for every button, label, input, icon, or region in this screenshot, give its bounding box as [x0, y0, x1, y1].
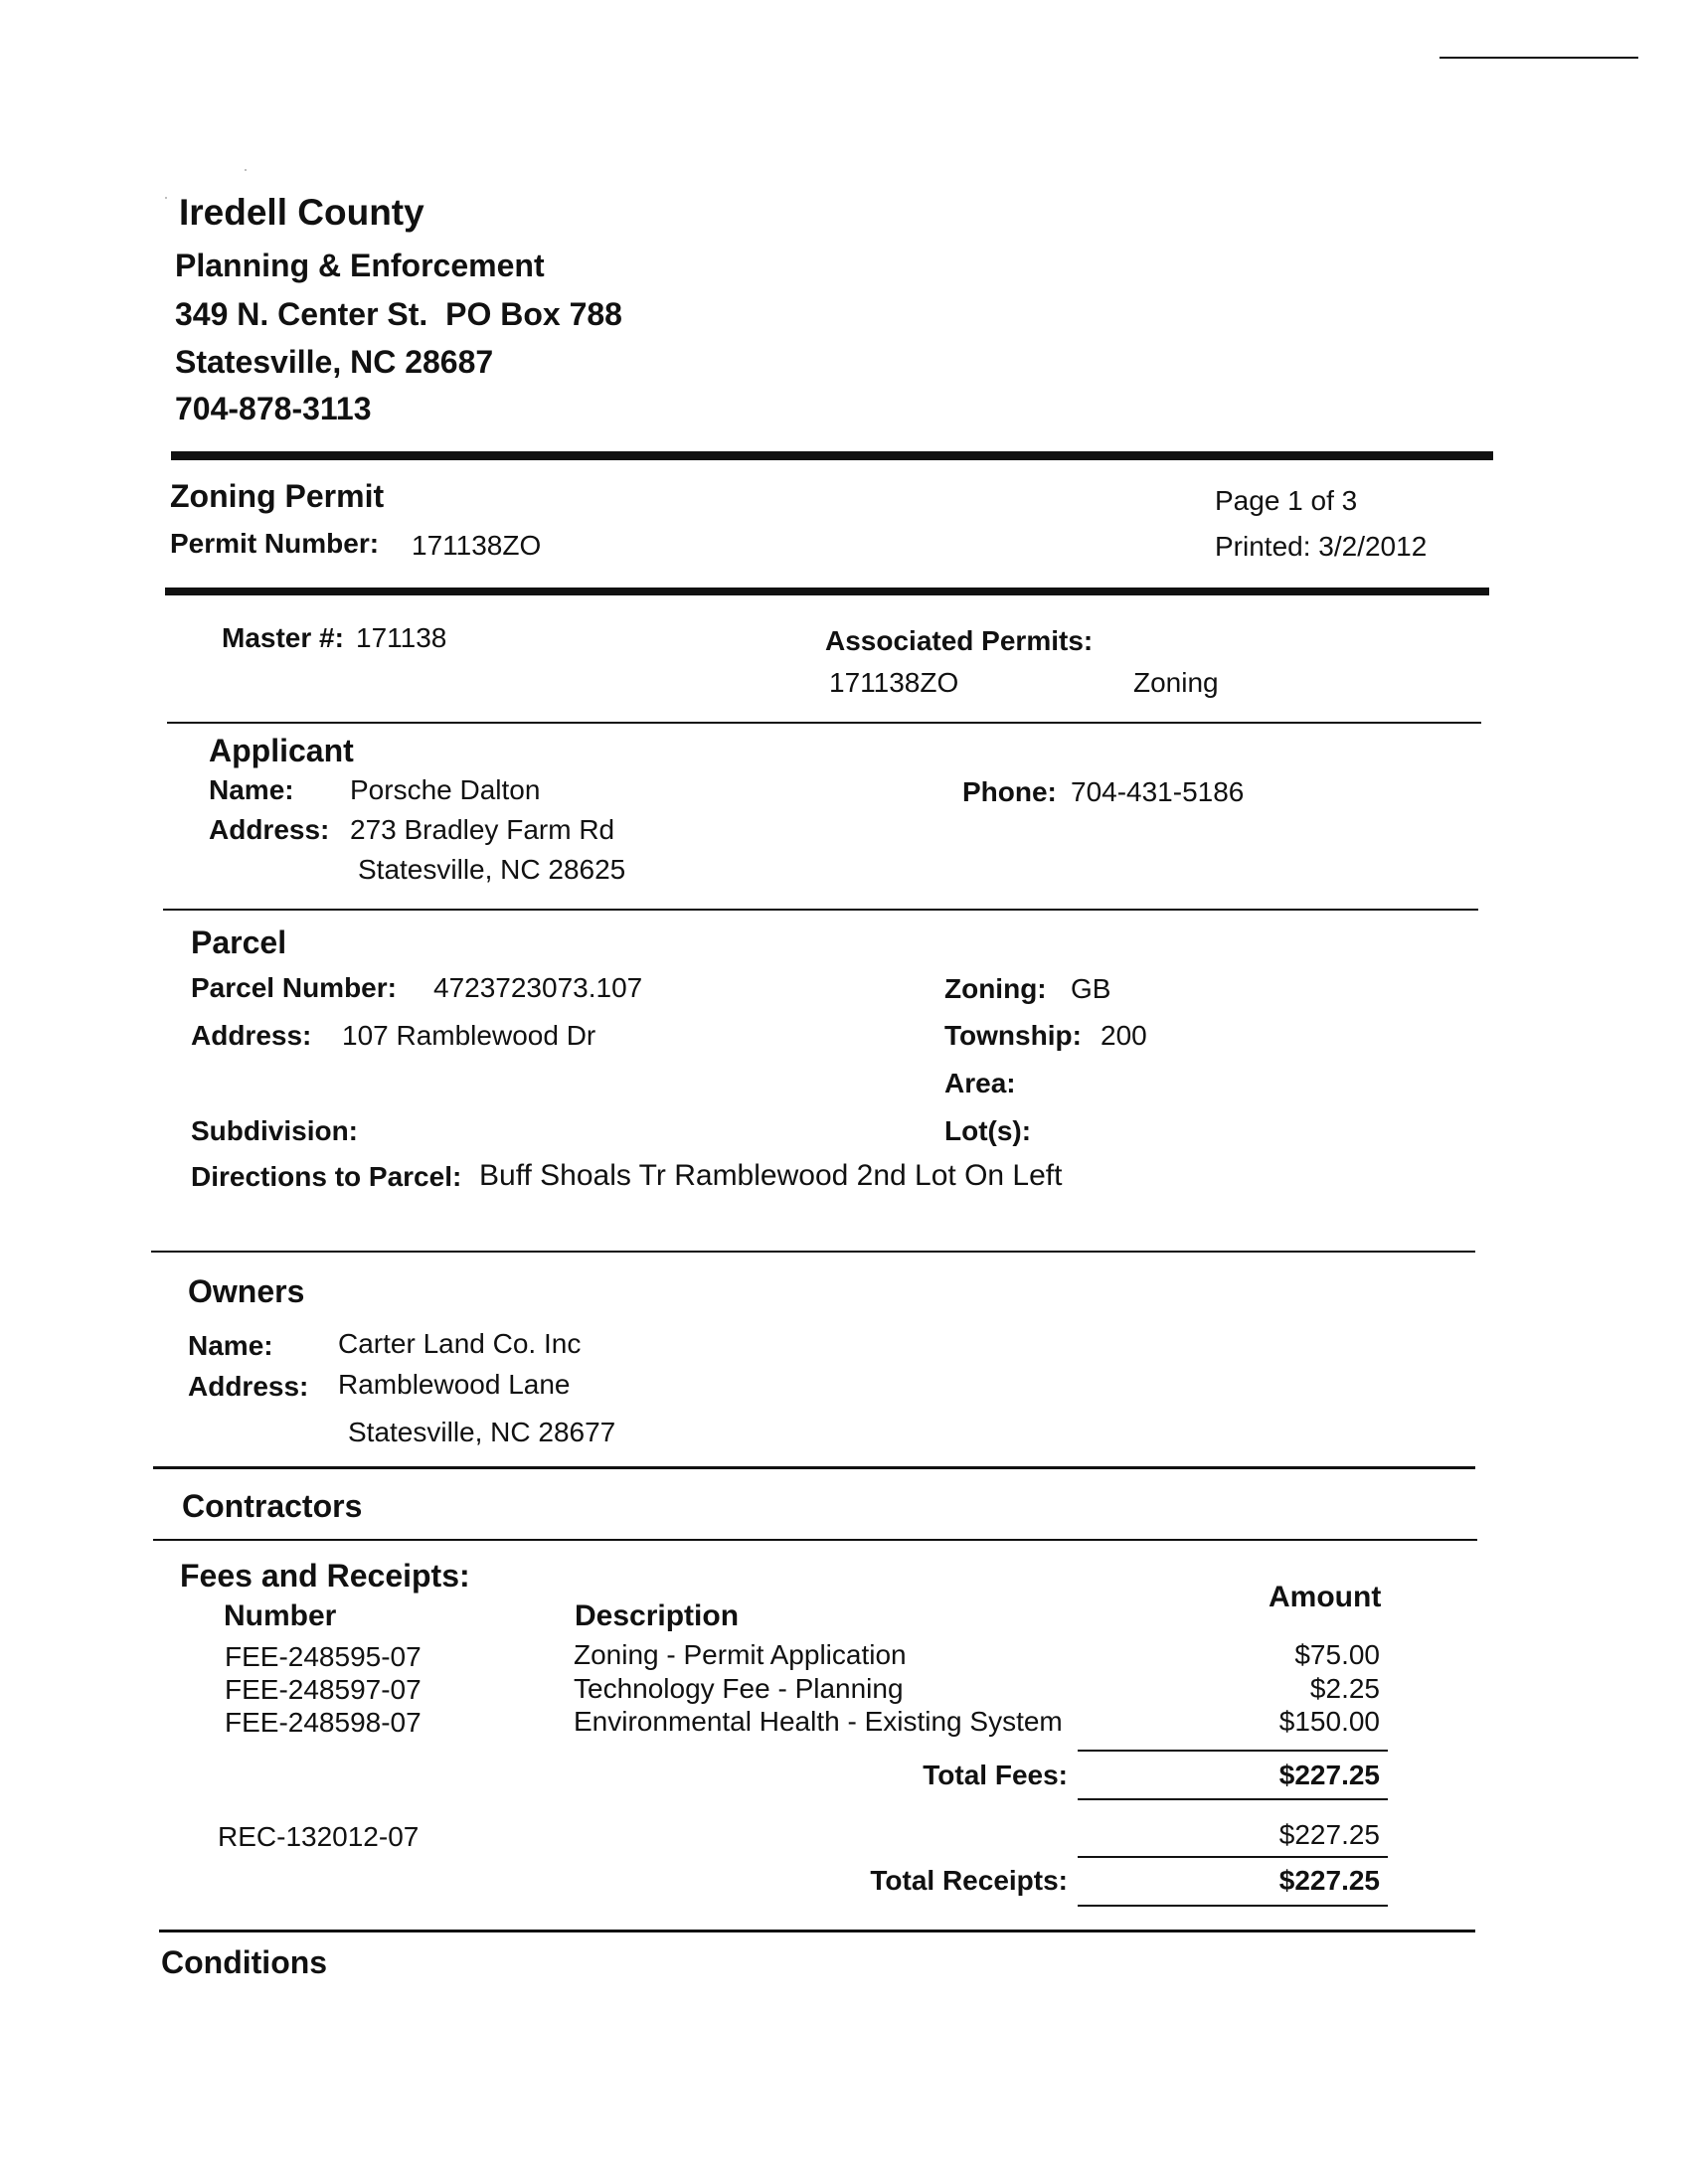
- section-divider: [163, 909, 1478, 911]
- owner-name: Carter Land Co. Inc: [338, 1328, 582, 1359]
- owner-address-line2: Statesville, NC 28677: [348, 1417, 616, 1447]
- total-fees-label: Total Fees:: [923, 1760, 1068, 1790]
- zoning-label: Zoning:: [944, 973, 1047, 1004]
- agency-address: 349 N. Center St. PO Box 788: [175, 296, 622, 332]
- applicant-name-label: Name:: [209, 774, 294, 805]
- parcel-number-label: Parcel Number:: [191, 972, 397, 1003]
- parcel-number: 4723723073.107: [433, 972, 643, 1003]
- subdivision-label: Subdivision:: [191, 1115, 358, 1146]
- scan-speck: [245, 169, 247, 171]
- applicant-address-label: Address:: [209, 814, 330, 845]
- agency-name: Iredell County: [179, 192, 424, 233]
- permit-number: 171138ZO: [412, 530, 542, 561]
- parcel-address: 107 Ramblewood Dr: [342, 1020, 596, 1051]
- header-divider: [171, 451, 1493, 460]
- receipt-number: REC-132012-07: [218, 1821, 420, 1852]
- applicant-phone-label: Phone:: [962, 776, 1057, 807]
- permit-number-label: Permit Number:: [170, 528, 380, 559]
- township-label: Township:: [944, 1020, 1082, 1051]
- associated-permit-type: Zoning: [1133, 667, 1219, 698]
- section-divider: [153, 1466, 1475, 1469]
- subtotal-rule: [1078, 1750, 1388, 1752]
- associated-permit-number: 171138ZO: [829, 667, 959, 698]
- directions-value: Buff Shoals Tr Ramblewood 2nd Lot On Left: [479, 1159, 1063, 1192]
- parcel-address-label: Address:: [191, 1020, 312, 1051]
- master-number: 171138: [356, 622, 447, 653]
- owner-address-label: Address:: [188, 1371, 309, 1402]
- lots-label: Lot(s):: [944, 1115, 1032, 1146]
- fees-col-description: Description: [575, 1599, 740, 1632]
- scan-speck: [165, 197, 167, 199]
- fee-description: Environmental Health - Existing System: [574, 1706, 1063, 1737]
- subtotal-rule: [1078, 1856, 1388, 1858]
- printed-date: Printed: 3/2/2012: [1215, 531, 1428, 562]
- fees-col-number: Number: [224, 1599, 337, 1632]
- master-label: Master #:: [222, 622, 344, 653]
- agency-department: Planning & Enforcement: [175, 248, 545, 283]
- owners-heading: Owners: [188, 1273, 305, 1309]
- owner-address-line1: Ramblewood Lane: [338, 1369, 571, 1400]
- fee-description: Technology Fee - Planning: [574, 1673, 904, 1704]
- owner-name-label: Name:: [188, 1330, 273, 1361]
- parcel-heading: Parcel: [191, 924, 287, 960]
- fee-amount: $150.00: [1278, 1706, 1380, 1737]
- fee-amount: $75.00: [1294, 1639, 1380, 1670]
- total-receipts-amount: $227.25: [1278, 1865, 1380, 1896]
- applicant-address-line1: 273 Bradley Farm Rd: [350, 814, 615, 845]
- area-label: Area:: [944, 1068, 1016, 1098]
- page-indicator: Page 1 of 3: [1215, 485, 1358, 516]
- total-fees-amount: $227.25: [1278, 1760, 1380, 1790]
- applicant-name: Porsche Dalton: [350, 774, 541, 805]
- directions-label: Directions to Parcel:: [191, 1161, 462, 1192]
- section-divider: [167, 722, 1481, 724]
- fee-amount: $2.25: [1309, 1673, 1380, 1704]
- section-divider: [151, 1251, 1475, 1253]
- associated-permits-label: Associated Permits:: [825, 625, 1094, 656]
- agency-city: Statesville, NC 28687: [175, 344, 494, 380]
- section-divider: [153, 1539, 1477, 1541]
- applicant-heading: Applicant: [209, 733, 354, 768]
- contractors-heading: Contractors: [182, 1488, 363, 1524]
- permit-divider: [165, 588, 1489, 595]
- section-divider: [159, 1930, 1475, 1932]
- conditions-heading: Conditions: [161, 1944, 328, 1980]
- permit-type: Zoning Permit: [170, 478, 385, 514]
- agency-phone: 704-878-3113: [175, 391, 372, 426]
- fees-heading: Fees and Receipts:: [180, 1558, 470, 1594]
- fee-number: FEE-248597-07: [225, 1674, 422, 1705]
- total-receipts-label: Total Receipts:: [870, 1865, 1068, 1896]
- zoning-value: GB: [1071, 973, 1111, 1004]
- fee-number: FEE-248598-07: [225, 1707, 422, 1738]
- township-value: 200: [1101, 1020, 1147, 1051]
- total-rule: [1078, 1905, 1388, 1907]
- applicant-address-line2: Statesville, NC 28625: [358, 854, 626, 885]
- receipt-amount: $227.25: [1278, 1819, 1380, 1850]
- scan-artifact-line: [1440, 57, 1638, 59]
- total-rule: [1078, 1798, 1388, 1800]
- fee-description: Zoning - Permit Application: [574, 1639, 907, 1670]
- fees-col-amount: Amount: [1269, 1581, 1382, 1613]
- fee-number: FEE-248595-07: [225, 1641, 422, 1672]
- applicant-phone: 704-431-5186: [1071, 776, 1245, 807]
